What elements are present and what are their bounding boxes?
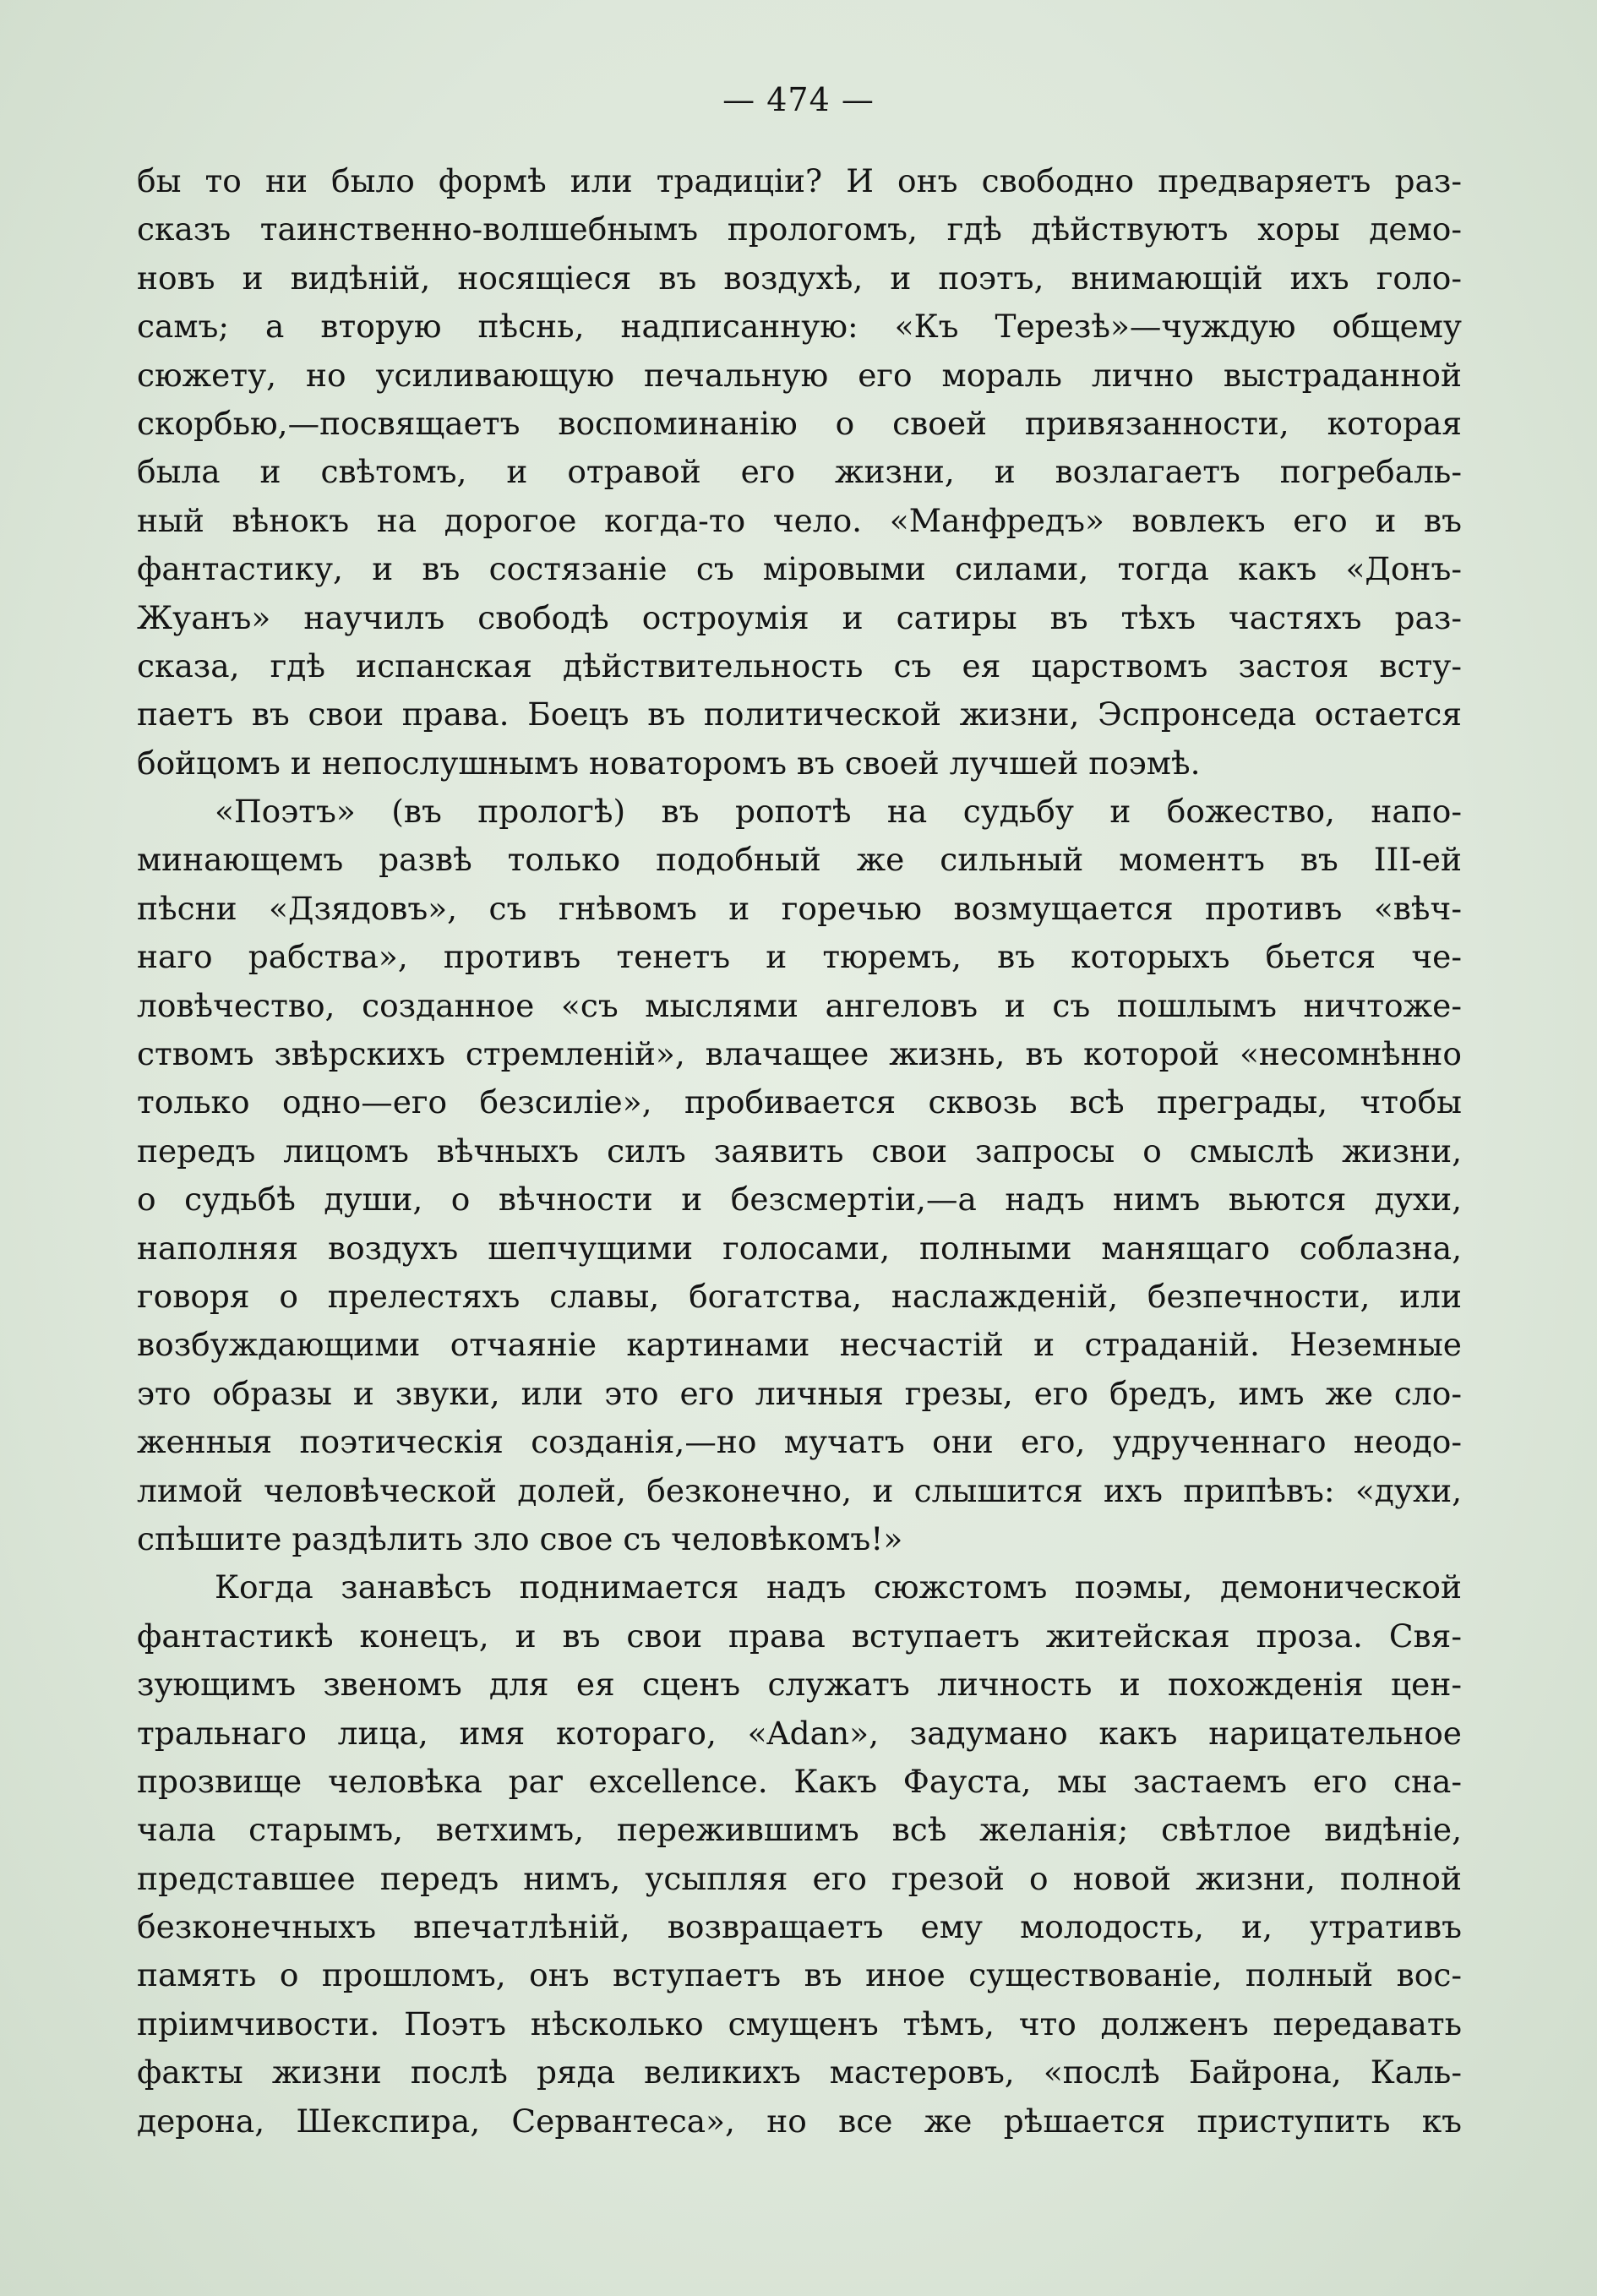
text-line: прозвище человѣка par excellence. Какъ Фауста, мы застаемъ его сна- [137,1762,1462,1800]
text-line: Жуанъ» научилъ свободѣ остроумія и сатиры въ тѣхъ частяхъ раз- [137,598,1462,636]
text-line: безконечныхъ впечатлѣній, возвращаетъ ему молодость, и, утративъ [137,1908,1462,1946]
text-line: о судьбѣ души, о вѣчности и безсмертіи,—а надъ нимъ вьются духи, [137,1181,1462,1219]
text-line: ствомъ звѣрскихъ стремленій», влачащее жизнь, въ которой «несомнѣнно [137,1035,1462,1073]
page-number: — 474 — [722,81,875,118]
text-line: была и свѣтомъ, и отравой его жизни, и возлагаетъ погребаль- [137,453,1462,491]
text-line: чала старымъ, ветхимъ, пережившимъ всѣ желанія; свѣтлое видѣніе, [137,1811,1462,1849]
text-line: новъ и видѣній, носящіеся въ воздухѣ, и поэтъ, внимающій ихъ голо- [137,259,1462,297]
text-line: тральнаго лица, имя котораго, «Adan», задумано какъ нарицательное [137,1714,1462,1752]
text-line: паетъ въ свои права. Боецъ въ политической жизни, Эспронседа остается [137,695,1462,734]
body-text [137,157,1462,2146]
paragraph-3 [137,1563,1462,2146]
text-line: это образы и звуки, или это его личныя грезы, его бредъ, имъ же сло- [137,1374,1462,1412]
text-line: зующимъ звеномъ для ея сценъ служатъ личность и похожденія цен- [137,1666,1462,1704]
text-line: пріимчивости. Поэтъ нѣсколько смущенъ тѣмъ, что долженъ передавать [137,2004,1462,2042]
text-line: сказъ таинственно-волшебнымъ прологомъ, гдѣ дѣйствуютъ хоры демо- [137,210,1462,248]
text-line: женныя поэтическія созданія,—но мучатъ они его, удрученнаго неодо- [137,1423,1462,1461]
text-line: представшее передъ нимъ, усыпляя его грезой о новой жизни, полной [137,1859,1462,1897]
text-line: говоря о прелестяхъ славы, богатства, наслажденій, безпечности, или [137,1277,1462,1315]
text-line: сюжету, но усиливающую печальную его мораль лично выстраданной [137,356,1462,394]
text-line: «Поэтъ» (въ прологѣ) въ ропотѣ на судьбу и божество, напо- [215,793,1462,831]
text-line: наго рабства», противъ тенетъ и тюремъ, въ которыхъ бьется че- [137,938,1462,976]
text-line: лимой человѣческой долей, безконечно, и слышится ихъ припѣвъ: «духи, [137,1471,1462,1509]
text-line: фантастику, и въ состязаніе съ міровыми силами, тогда какъ «Донъ- [137,550,1462,588]
text-line: фантастикѣ конецъ, и въ свои права вступаетъ житейская проза. Свя- [137,1617,1462,1655]
text-line: самъ; а вторую пѣснь, надписанную: «Къ Терезѣ»—чуждую общему [137,308,1462,346]
text-line: дерона, Шекспира, Сервантеса», но все же рѣшается приступить къ [137,2102,1462,2140]
text-line: спѣшите раздѣлить зло свое съ человѣкомъ!» [137,1519,903,1557]
text-line: возбуждающими отчаяніе картинами несчастій и страданій. Неземные [137,1326,1462,1364]
text-line: только одно—его безсиліе», пробивается сквозь всѣ преграды, чтобы [137,1083,1462,1121]
text-line: наполняя воздухъ шепчущими голосами, полными манящаго соблазна, [137,1229,1462,1267]
text-line: бойцомъ и непослушнымъ новаторомъ въ своей лучшей поэмѣ. [137,744,1201,782]
text-line: ный вѣнокъ на дорогое когда-то чело. «Манфредъ» вовлекъ его и въ [137,501,1462,539]
text-line: минающемъ развѣ только подобный же сильный моментъ въ III-ей [137,841,1462,879]
text-line: факты жизни послѣ ряда великихъ мастеровъ, «послѣ Байрона, Каль- [137,2053,1462,2091]
paragraph-2 [137,788,1462,1563]
text-line: ловѣчество, созданное «съ мыслями ангеловъ и съ пошлымъ ничтоже- [137,986,1462,1024]
text-line: скорбью,—посвящаетъ воспоминанію о своей привязанности, которая [137,404,1462,442]
text-line: память о прошломъ, онъ вступаетъ въ иное существованіе, полный вос- [137,1956,1462,1994]
text-line: Когда занавѣсъ поднимается надъ сюжстомъ поэмы, демонической [215,1568,1462,1606]
text-line: бы то ни было формѣ или традиціи? И онъ свободно предваряетъ раз- [137,162,1462,199]
text-line: пѣсни «Дзядовъ», съ гнѣвомъ и горечью возмущается противъ «вѣч- [137,889,1462,927]
text-line: передъ лицомъ вѣчныхъ силъ заявить свои запросы о смыслѣ жизни, [137,1132,1462,1170]
paragraph-1 [137,157,1462,788]
text-line: сказа, гдѣ испанская дѣйствительность съ ея царствомъ застоя всту- [137,646,1462,684]
